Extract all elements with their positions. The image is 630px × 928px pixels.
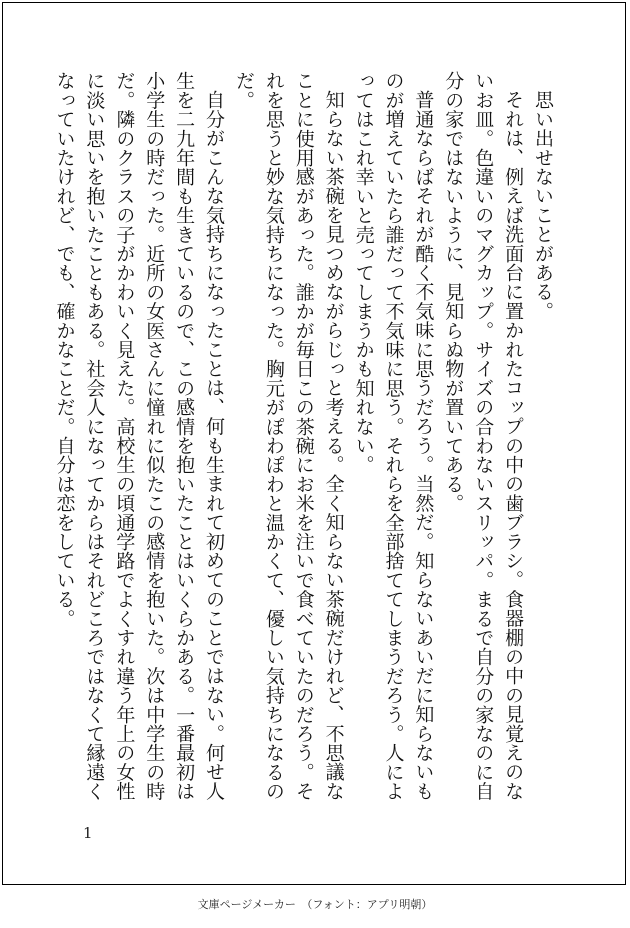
paragraph: 普通ならばそれが酷く不気味に思うだろう。当然だ。知らないあいだに知らないものが増えていたら誰だって不気味に思う。それらを全部捨ててしまうだろう。人によってはこれ幸いと売ってしまうかも知れない。 (352, 71, 435, 801)
paragraph: それは、例えば洗面台に置かれたコップの中の歯ブラシ。食器棚の中の見覚えのないお皿。色違いのマグカップ。サイズの合わないスリッパ。まるで自分の家なのに自分の家ではないように、見知らぬ物が置いてある。 (442, 71, 525, 801)
page-number: 1 (83, 824, 93, 842)
paragraph: 思い出せないことがある。 (532, 90, 554, 321)
book-page (2, 2, 626, 885)
paragraph: 知らない茶碗を見つめながらじっと考える。全く知らない茶碗だけれど、不思議なことに使用感があった。誰かが毎日この茶碗にお米を注いで食べていたのだろう。それを思うと妙な気持ちになった。胸元がぽわぽわと温かくて、優しい気持ちになるのだ。 (232, 71, 345, 801)
footer-caption: 文庫ページメーカー （フォント：アプリ明朝） (197, 898, 433, 911)
vertical-text-body (53, 71, 557, 811)
paragraph: 自分がこんな気持ちになったことは、何も生まれて初めてのことではない。何せ人生を二九年間も生きているので、この感情を抱いたことはいくらかある。一番最初は小学生の時だった。近所の女医さんに憧れに似たこの感情を抱いた。次は中学生の時だ。隣のクラスの子がかわいく見えた。高校生の頃通学路でよくすれ違う年上の女性に淡い思いを抱いたこともある。社会人になってからはそれどころではなくて縁遠くなっていたけれど、でも、確かなことだ。自分は恋をしている。 (53, 71, 226, 801)
